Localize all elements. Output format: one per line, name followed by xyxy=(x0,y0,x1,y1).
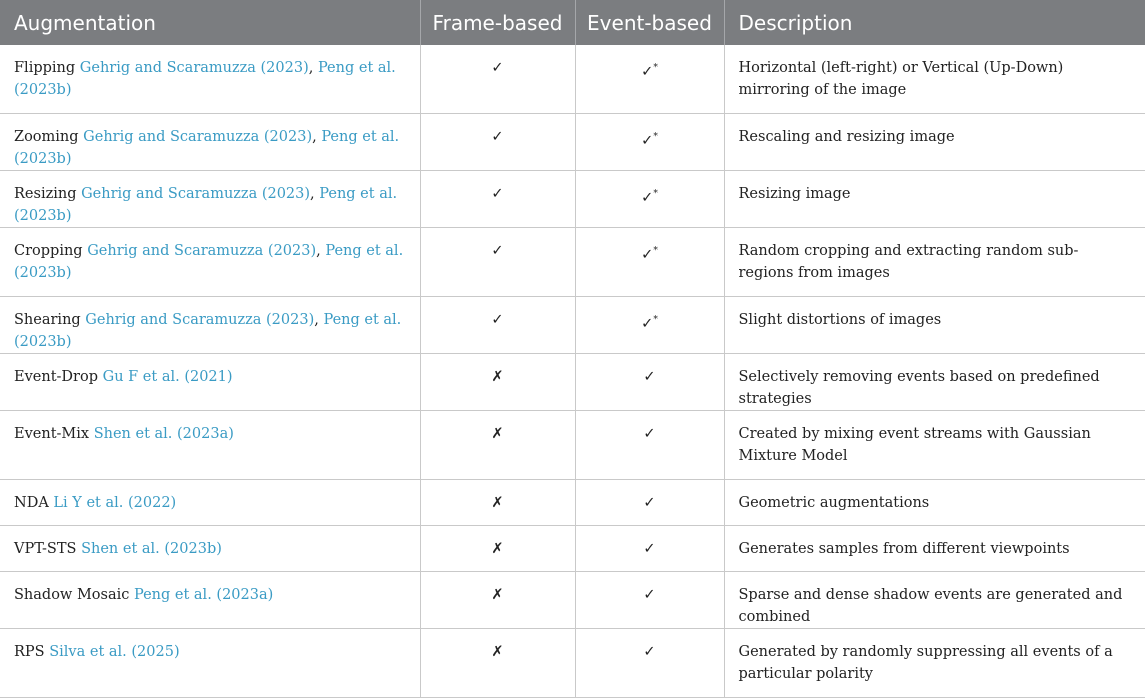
citation-link[interactable]: Shen et al. (2023a) xyxy=(93,426,234,442)
augmentation-cell xyxy=(0,572,420,629)
description-cell: Random cropping and extracting random sub-regions from images xyxy=(724,228,1145,297)
description-cell: Rescaling and resizing image xyxy=(724,114,1145,171)
augmentation-name: VPT-STS xyxy=(14,541,77,557)
header-row xyxy=(0,0,1145,45)
frame-based-mark: ✓ xyxy=(491,312,504,328)
event-based-mark: ✓ xyxy=(641,247,654,263)
frame-based-cell xyxy=(420,297,575,354)
event-based-cell xyxy=(575,411,724,480)
description-cell: Resizing image xyxy=(724,171,1145,228)
augmentation-cell xyxy=(0,526,420,572)
event-based-mark: ✓ xyxy=(643,587,656,603)
augmentation-name: Shearing xyxy=(14,312,81,328)
frame-based-cell xyxy=(420,411,575,480)
event-based-asterisk: * xyxy=(653,246,658,256)
citation-link[interactable]: Silva et al. (2025) xyxy=(49,644,180,660)
frame-based-mark: ✗ xyxy=(491,369,504,385)
event-based-mark: ✓ xyxy=(643,644,656,660)
citation-link[interactable]: Peng et al. (2023b) xyxy=(14,186,398,224)
table-row xyxy=(0,114,1145,171)
frame-based-mark: ✓ xyxy=(491,243,504,259)
citation-link[interactable]: Gehrig and Scaramuzza (2023) xyxy=(87,243,317,259)
citation-link[interactable]: Gehrig and Scaramuzza (2023) xyxy=(81,186,311,202)
table-row xyxy=(0,354,1145,411)
augmentation-cell xyxy=(0,411,420,480)
augmentation-name: Event-Drop xyxy=(14,369,98,385)
augmentation-cell xyxy=(0,171,420,228)
citation-separator: , xyxy=(312,129,322,145)
event-based-cell xyxy=(575,114,724,171)
header-frame-based: Frame-based xyxy=(420,0,575,45)
event-based-cell xyxy=(575,228,724,297)
augmentation-cell xyxy=(0,480,420,526)
table-row xyxy=(0,45,1145,114)
event-based-mark: ✓ xyxy=(641,133,654,149)
event-based-asterisk: * xyxy=(653,63,658,73)
table-row xyxy=(0,526,1145,572)
description-cell: Geometric augmentations xyxy=(724,480,1145,526)
frame-based-mark: ✗ xyxy=(491,426,504,442)
table-row xyxy=(0,171,1145,228)
frame-based-mark: ✓ xyxy=(491,60,504,76)
augmentation-name: Flipping xyxy=(14,60,76,76)
description-cell: Sparse and dense shadow events are generated and combined xyxy=(724,572,1145,629)
event-based-mark: ✓ xyxy=(643,495,656,511)
event-based-asterisk: * xyxy=(653,132,658,142)
event-based-asterisk: * xyxy=(653,315,658,325)
citation-separator: , xyxy=(308,60,318,76)
augmentation-cell xyxy=(0,228,420,297)
citation-link[interactable]: Peng et al. (2023b) xyxy=(14,129,400,167)
frame-based-mark: ✗ xyxy=(491,587,504,603)
citation-link[interactable]: Peng et al. (2023b) xyxy=(14,243,404,281)
event-based-cell xyxy=(575,354,724,411)
header-event-based: Event-based xyxy=(575,0,724,45)
citation-separator: , xyxy=(316,243,326,259)
augmentation-name: RPS xyxy=(14,644,45,660)
frame-based-cell xyxy=(420,480,575,526)
frame-based-cell xyxy=(420,114,575,171)
frame-based-mark: ✓ xyxy=(491,186,504,202)
citation-separator: , xyxy=(310,186,320,202)
citation-link[interactable]: Li Y et al. (2022) xyxy=(53,495,177,511)
table-row xyxy=(0,480,1145,526)
table-row xyxy=(0,228,1145,297)
frame-based-cell xyxy=(420,526,575,572)
table-row xyxy=(0,572,1145,629)
table-row xyxy=(0,629,1145,698)
augmentation-cell xyxy=(0,114,420,171)
frame-based-cell xyxy=(420,572,575,629)
description-cell: Selectively removing events based on predefined strategies xyxy=(724,354,1145,411)
frame-based-cell xyxy=(420,354,575,411)
citation-separator: , xyxy=(314,312,324,328)
event-based-mark: ✓ xyxy=(641,64,654,80)
event-based-cell xyxy=(575,171,724,228)
citation-link[interactable]: Gehrig and Scaramuzza (2023) xyxy=(85,312,315,328)
frame-based-cell xyxy=(420,629,575,698)
event-based-mark: ✓ xyxy=(641,190,654,206)
citation-link[interactable]: Gu F et al. (2021) xyxy=(102,369,233,385)
header-description: Description xyxy=(724,0,1145,45)
augmentation-cell xyxy=(0,297,420,354)
frame-based-cell xyxy=(420,45,575,114)
event-based-cell xyxy=(575,629,724,698)
augmentation-name: Shadow Mosaic xyxy=(14,587,130,603)
citation-link[interactable]: Peng et al. (2023b) xyxy=(14,60,396,98)
citation-link[interactable]: Shen et al. (2023b) xyxy=(81,541,222,557)
augmentation-cell xyxy=(0,629,420,698)
frame-based-mark: ✗ xyxy=(491,644,504,660)
augmentation-name: NDA xyxy=(14,495,49,511)
citation-link[interactable]: Gehrig and Scaramuzza (2023) xyxy=(83,129,313,145)
citation-link[interactable]: Peng et al. (2023a) xyxy=(133,587,274,603)
header-augmentation: Augmentation xyxy=(0,0,420,45)
table-row xyxy=(0,411,1145,480)
citation-link[interactable]: Gehrig and Scaramuzza (2023) xyxy=(79,60,309,76)
description-cell: Created by mixing event streams with Gaussian Mixture Model xyxy=(724,411,1145,480)
event-based-mark: ✓ xyxy=(643,541,656,557)
event-based-asterisk: * xyxy=(653,189,658,199)
event-based-mark: ✓ xyxy=(643,369,656,385)
frame-based-mark: ✗ xyxy=(491,495,504,511)
description-cell: Generated by randomly suppressing all events of a particular polarity xyxy=(724,629,1145,698)
augmentation-name: Event-Mix xyxy=(14,426,90,442)
augmentation-name: Zooming xyxy=(14,129,79,145)
frame-based-cell xyxy=(420,228,575,297)
event-based-cell xyxy=(575,526,724,572)
frame-based-mark: ✓ xyxy=(491,129,504,145)
frame-based-cell xyxy=(420,171,575,228)
frame-based-mark: ✗ xyxy=(491,541,504,557)
table-row xyxy=(0,297,1145,354)
event-based-cell xyxy=(575,45,724,114)
event-based-mark: ✓ xyxy=(643,426,656,442)
description-cell: Slight distortions of images xyxy=(724,297,1145,354)
event-based-cell xyxy=(575,572,724,629)
description-cell: Horizontal (left-right) or Vertical (Up-Down) mirroring of the image xyxy=(724,45,1145,114)
event-based-cell xyxy=(575,480,724,526)
event-based-cell xyxy=(575,297,724,354)
augmentation-cell xyxy=(0,45,420,114)
augmentation-cell xyxy=(0,354,420,411)
augmentation-name: Resizing xyxy=(14,186,77,202)
augmentation-name: Cropping xyxy=(14,243,83,259)
description-cell: Generates samples from different viewpoints xyxy=(724,526,1145,572)
citation-link[interactable]: Peng et al. (2023b) xyxy=(14,312,402,350)
event-based-mark: ✓ xyxy=(641,316,654,332)
